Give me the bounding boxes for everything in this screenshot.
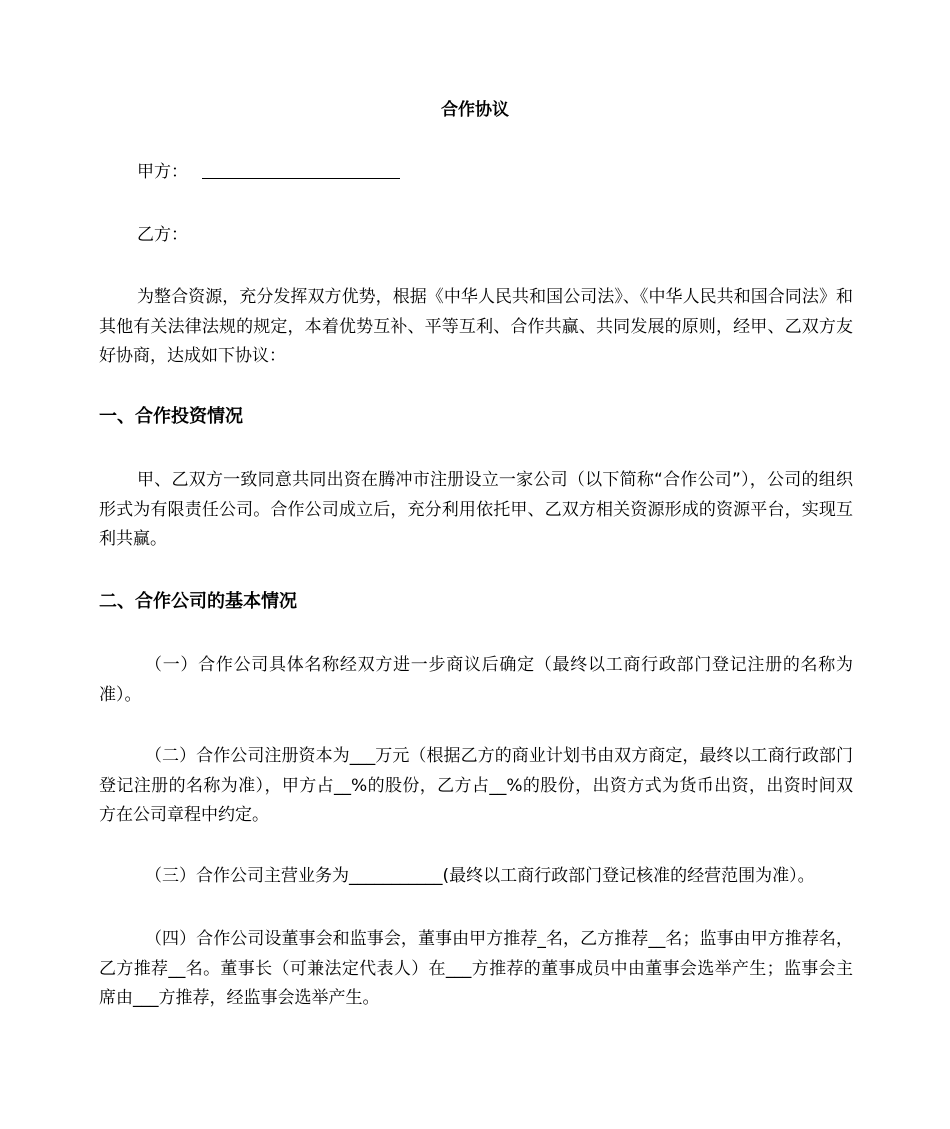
intro-paragraph: 为整合资源，充分发挥双方优势，根据《中华人民共和国公司法》、《中华人民共和国合同法》和其他有关法律法规的规定，本着优势互补、平等互利、合作共赢、共同发展的原则，经甲、乙双方友好协商，达成如下协议： [99,287,853,366]
party-a-line [137,160,400,184]
section-heading-investment: 一、合作投资情况 [99,406,243,427]
section-paragraph: 甲、乙双方一致同意共同出资在腾冲市注册设立一家公司（以下简称“合作公司”），公司的组织形式为有限责任公司。合作公司成立后，充分利用依托甲、乙双方相关资源形成的资源平台，实现互利共赢。 [99,470,853,549]
party-b-label: 乙方： [137,225,188,245]
clause-company-name: （一）合作公司具体名称经双方进一步商议后确定（最终以工商行政部门登记注册的名称为准）。 [99,655,853,705]
document-title: 合作协议 [441,100,509,120]
clause-main-business: （三）合作公司主营业务为___________(最终以工商行政部门登记核准的经营范围为准）。 [145,866,815,886]
party-a-blank [202,161,400,179]
party-a-label: 甲方： [137,162,188,182]
clause-board: （四）合作公司设董事会和监事会，董事由甲方推荐_名，乙方推荐__名；监事由甲方推荐名，乙方推荐__名。董事长（可兼法定代表人）在___方推荐的董事成员中由董事会选举产生；监事会主席由___方推荐，经监事会选举产生。 [99,929,853,1008]
section-heading-company-info: 二、合作公司的基本情况 [99,591,297,612]
party-b-line [137,223,188,247]
clause-registered-capital: （二）合作公司注册资本为___万元（根据乙方的商业计划书由双方商定，最终以工商行政部门登记注册的名称为准），甲方占__%的股份，乙方占__%的股份，出资方式为货币出资，出资时间双方在公司章程中约定。 [99,746,853,825]
